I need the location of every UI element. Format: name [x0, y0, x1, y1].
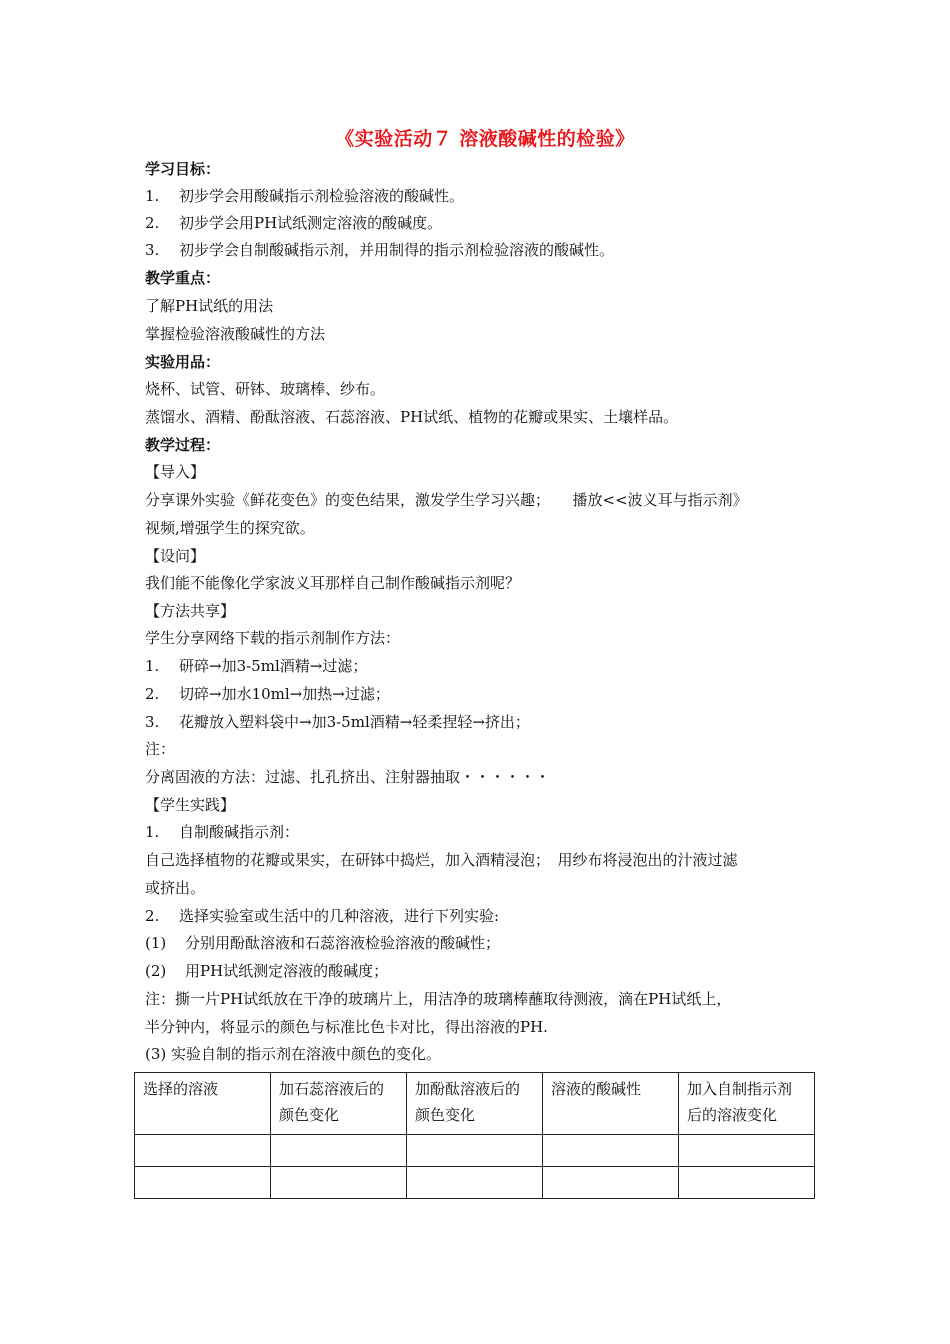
- table-cell: [271, 1135, 407, 1167]
- practice-substep: [145, 957, 388, 985]
- methods-note: 分离固液的方法：过滤、扎孔挤出、注射器抽取・・・・・・: [145, 768, 551, 786]
- substep-number: (1): [145, 934, 167, 952]
- document-title: 《实验活动７ 溶液酸碱性的检验》: [335, 128, 635, 150]
- table-header-cell: 加酚酞溶液后的 颜色变化: [407, 1073, 543, 1135]
- item-text: 花瓣放入塑料袋中→加3-5ml酒精→轻柔捏轻→挤出；: [179, 713, 530, 731]
- practice-step: [145, 902, 499, 930]
- section-label-practice: 【学生实践】: [145, 796, 236, 814]
- step-number: 1.: [145, 823, 160, 841]
- table-header-cell: 加入自制指示剂 后的溶液变化: [679, 1073, 815, 1135]
- methods-note-label: 注：: [145, 740, 176, 758]
- key-points-heading: 教学重点：: [145, 269, 221, 287]
- item-text: 初步学会自制酸碱指示剂，并用制得的指示剂检验溶液的酸碱性。: [179, 241, 615, 259]
- supplies-line: 烧杯、试管、研钵、玻璃棒、纱布。: [145, 380, 386, 398]
- item-text: 研碎→加3-5ml酒精→过滤；: [179, 657, 368, 675]
- supplies-line: 蒸馏水、酒精、酚酞溶液、石蕊溶液、PH试纸、植物的花瓣或果实、土壤样品。: [145, 408, 679, 426]
- practice-step: [145, 818, 299, 846]
- table-header-cell: 溶液的酸碱性: [543, 1073, 679, 1135]
- table-cell: [407, 1135, 543, 1167]
- method-item: [145, 680, 390, 708]
- table-cell: [135, 1167, 271, 1199]
- table-header-cell: 加石蕊溶液后的 颜色变化: [271, 1073, 407, 1135]
- table-cell: [543, 1135, 679, 1167]
- key-point-line: 了解PH试纸的用法: [145, 297, 274, 315]
- practice-note: 半分钟内，将显示的颜色与标准比色卡对比，得出溶液的PH.: [145, 1018, 548, 1036]
- item-text: 初步学会用PH试纸测定溶液的酸碱度。: [179, 214, 443, 232]
- table-cell: [271, 1167, 407, 1199]
- practice-note: 注：撕一片PH试纸放在干净的玻璃片上，用洁净的玻璃棒蘸取待测液，滴在PH试纸上，: [145, 990, 732, 1008]
- objective-item: [145, 209, 442, 237]
- item-number: 1.: [145, 657, 160, 675]
- supplies-heading: 实验用品：: [145, 353, 221, 371]
- item-number: 3.: [145, 713, 160, 731]
- table-header-cell: 选择的溶液: [135, 1073, 271, 1135]
- methods-intro: 学生分享网络下载的指示剂制作方法：: [145, 629, 401, 647]
- table-row: [135, 1135, 815, 1167]
- step-text: 选择实验室或生活中的几种溶液，进行下列实验:: [179, 907, 500, 925]
- table-cell: [135, 1135, 271, 1167]
- method-item: [145, 652, 367, 680]
- table-row: [135, 1167, 815, 1199]
- item-text: 切碎→加水10ml→加热→过滤；: [179, 685, 390, 703]
- substep-text: 分别用酚酞溶液和石蕊溶液检验溶液的酸碱性；: [185, 934, 501, 952]
- experiment-table: [134, 1072, 815, 1199]
- item-text: 初步学会用酸碱指示剂检验溶液的酸碱性。: [179, 187, 465, 205]
- item-number: 2.: [145, 214, 160, 232]
- item-number: 1.: [145, 187, 160, 205]
- substep-number: (2): [145, 962, 167, 980]
- practice-line: 自己选择植物的花瓣或果实，在研钵中捣烂，加入酒精浸泡； 用纱布将浸泡出的汁液过滤: [145, 851, 738, 869]
- objective-item: [145, 182, 464, 210]
- question-line: 我们能不能像化学家波义耳那样自己制作酸碱指示剂呢？: [145, 574, 521, 592]
- objectives-heading: 学习目标：: [145, 160, 221, 178]
- intro-line: 分享课外实验《鲜花变色》的变色结果，激发学生学习兴趣； 播放<<波义耳与指示剂》: [145, 491, 748, 509]
- table-cell: [679, 1135, 815, 1167]
- practice-substep: (3) 实验自制的指示剂在溶液中颜色的变化。: [145, 1045, 442, 1063]
- intro-line: 视频,增强学生的探究欲。: [145, 519, 315, 537]
- practice-line: 或挤出。: [145, 879, 206, 897]
- table-header-row: [135, 1073, 815, 1135]
- table-cell: [407, 1167, 543, 1199]
- table-cell: [679, 1167, 815, 1199]
- objective-item: [145, 236, 614, 264]
- item-number: 2.: [145, 685, 160, 703]
- section-label-question: 【设问】: [145, 547, 206, 565]
- step-text: 自制酸碱指示剂：: [179, 823, 300, 841]
- table-cell: [543, 1167, 679, 1199]
- step-number: 2.: [145, 907, 160, 925]
- section-label-methods: 【方法共享】: [145, 602, 236, 620]
- method-item: [145, 708, 530, 736]
- practice-substep: [145, 929, 500, 957]
- key-point-line: 掌握检验溶液酸碱性的方法: [145, 325, 326, 343]
- substep-text: 用PH试纸测定溶液的酸碱度；: [185, 962, 389, 980]
- process-heading: 教学过程：: [145, 436, 221, 454]
- section-label-intro: 【导入】: [145, 463, 206, 481]
- item-number: 3.: [145, 241, 160, 259]
